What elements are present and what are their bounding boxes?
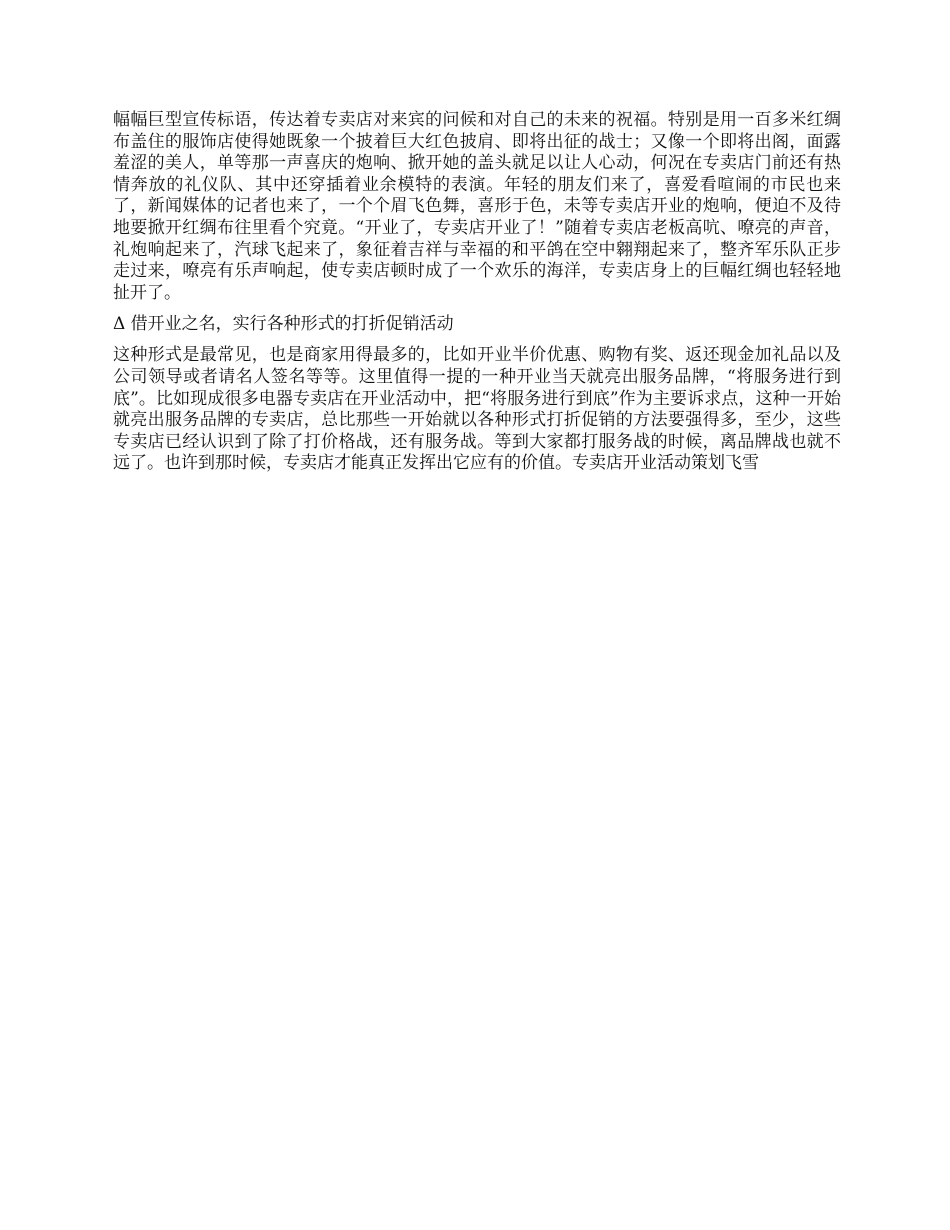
body-paragraph-1: 幅幅巨型宣传标语，传达着专卖店对来宾的问候和对自己的未来的祝福。特别是用一百多米红绸布盖住的服饰店使得她既象一个披着巨大红色披肩、即将出征的战士；又像一个即将出阁，面露羞涩的美人，单等那一声喜庆的炮响、掀开她的盖头就足以让人心动，何况在专卖店门前还有热情奔放的礼仪队、其中还穿插着业余模特的表演。年轻的朋友们来了，喜爱看喧闹的市民也来了，新闻媒体的记者也来了，一个个眉飞色舞，喜形于色，未等专卖店开业的炮响，便迫不及待地要掀开红绸布往里看个究竟。“开业了，专卖店开业了！”随着专卖店老板高吭、嘹亮的声音，礼炮响起来了，汽球飞起来了，象征着吉祥与幸福的和平鸽在空中翱翔起来了，整齐军乐队正步走过来，嘹亮有乐声响起，使专卖店顿时成了一个欢乐的海洋，专卖店身上的巨幅红绸也轻轻地扯开了。 [113,110,841,303]
document-page [113,110,841,475]
body-paragraph-2: 这种形式是最常见，也是商家用得最多的，比如开业半价优惠、购物有奖、返还现金加礼品以及公司领导或者请名人签名等等。这里值得一提的一种开业当天就亮出服务品牌，“将服务进行到底”。比如现成很多电器专卖店在开业活动中，把“将服务进行到底”作为主要诉求点，这种一开始就亮出服务品牌的专卖店，总比那些一开始就以各种形式打折促销的方法要强得多，至少，这些专卖店已经认识到了除了打价格战，还有服务战。等到大家都打服务战的时候，离品牌战也就不远了。也许到那时候，专卖店才能真正发挥出它应有的价值。专卖店开业活动策划飞雪 [113,345,841,474]
section-heading: Δ 借开业之名，实行各种形式的打折促销活动 [113,314,454,335]
